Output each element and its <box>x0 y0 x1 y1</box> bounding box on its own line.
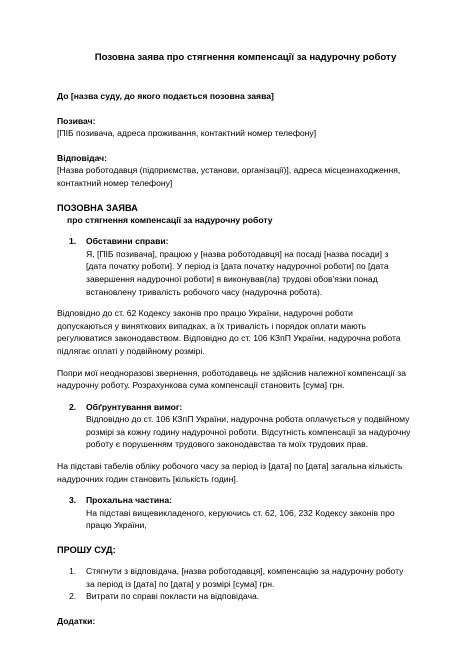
paragraph-line: Попри мої неодноразові звернення, роботодавець не здійснив належної компенсації за <box>57 367 406 378</box>
section-3-title: Прохальна частина: <box>86 495 172 506</box>
request-line: Стягнути з відповідача, [назва роботодавця], компенсацію за надурочну роботу <box>86 566 404 577</box>
paragraph-line: надурочну роботу. Розрахункова сума компенсації становить [сума] грн. <box>57 380 345 391</box>
section-2-line: Відповідно до ст. 106 КЗпП України, надурочна робота оплачується у подвійному <box>86 414 410 425</box>
section-3-line: працю України, <box>86 520 147 531</box>
section-1-line: завершення надурочної роботи] я виконував(ла) трудові обов'язки понад <box>86 273 378 284</box>
section-2-line: розмірі за кожну годину надурочної роботи. Відсутність компенсації за надурочну <box>86 426 411 437</box>
claim-subheading: про стягнення компенсації за надурочну роботу <box>67 214 273 225</box>
request-number: 2. <box>69 591 77 602</box>
section-1-line: встановлену тривалість робочого часу (надурочна робота). <box>86 286 323 297</box>
section-2-number: 2. <box>69 401 77 412</box>
request-heading: ПРОШУ СУД: <box>57 545 116 556</box>
paragraph-1 <box>57 307 434 357</box>
defendant-value-line-2: контактний номер телефону] <box>57 177 173 188</box>
defendant-value-line-1: [Назва роботодавця (підприємства, установи, організації)], адреса місцезнаходження, <box>57 165 401 176</box>
section-1-line: [дата початку роботи]. У період із [дата початку надурочної роботи] по [дата <box>86 261 389 272</box>
paragraph-line: допускаються у виняткових випадках, а їх тривалість і порядок оплати мають <box>57 320 366 331</box>
plaintiff-label: Позивач: <box>57 115 96 126</box>
section-3-body <box>57 507 434 532</box>
request-item <box>57 565 434 590</box>
paragraph-line: Відповідно до ст. 62 Кодексу законів про працю України, надурочні роботи <box>57 308 353 319</box>
paragraph-line: надурочних годин становить [кількість годин]. <box>57 473 239 484</box>
section-1-line: Я, [ПІБ позивача], працюю у [назва роботодавця] на посаді [назва посади] з <box>86 248 389 259</box>
attachments-label: Додатки: <box>57 615 96 626</box>
section-1 <box>57 235 434 248</box>
document-title: Позовна заява про стягнення компенсації за надурочну роботу <box>94 52 397 63</box>
section-3 <box>57 494 434 507</box>
paragraph-line: регулюватися законодавством. Відповідно до ст. 106 КЗпП України, надурочна робота <box>57 333 401 344</box>
section-2 <box>57 401 434 414</box>
plaintiff-value: [ПІБ позивача, адреса проживання, контактний номер телефону] <box>57 128 317 139</box>
defendant-label: Відповідач: <box>57 152 108 163</box>
claim-heading: ПОЗОВНА ЗАЯВА <box>57 202 138 213</box>
paragraph-2 <box>57 367 434 392</box>
court-line: До [назва суду, до якого подається позовна заява] <box>57 91 274 101</box>
section-2-body <box>57 413 434 451</box>
request-item <box>57 590 434 603</box>
paragraph-3 <box>57 460 434 485</box>
section-2-title: Обґрунтування вимог: <box>86 401 183 412</box>
section-1-title: Обставини справи: <box>86 236 169 247</box>
request-line: Витрати по справі покласти на відповідача. <box>86 591 260 602</box>
paragraph-line: підлягає оплаті у подвійному розмірі. <box>57 345 205 356</box>
request-line: за період із [дата] по [дата] у розмірі [сума] грн. <box>86 578 275 589</box>
section-3-line: На підставі вищевикладеного, керуючись ст. 62, 106, 232 Кодексу законів про <box>86 507 395 518</box>
section-2-line: роботу є порушенням трудового законодавства та моїх трудових прав. <box>86 439 369 450</box>
paragraph-line: На підставі табелів обліку робочого часу за період із [дата] по [дата] загальна кількість <box>57 461 403 472</box>
request-number: 1. <box>69 566 77 577</box>
section-1-body <box>57 248 434 298</box>
section-3-number: 3. <box>69 495 77 506</box>
section-1-number: 1. <box>69 236 77 247</box>
request-list <box>57 565 434 603</box>
